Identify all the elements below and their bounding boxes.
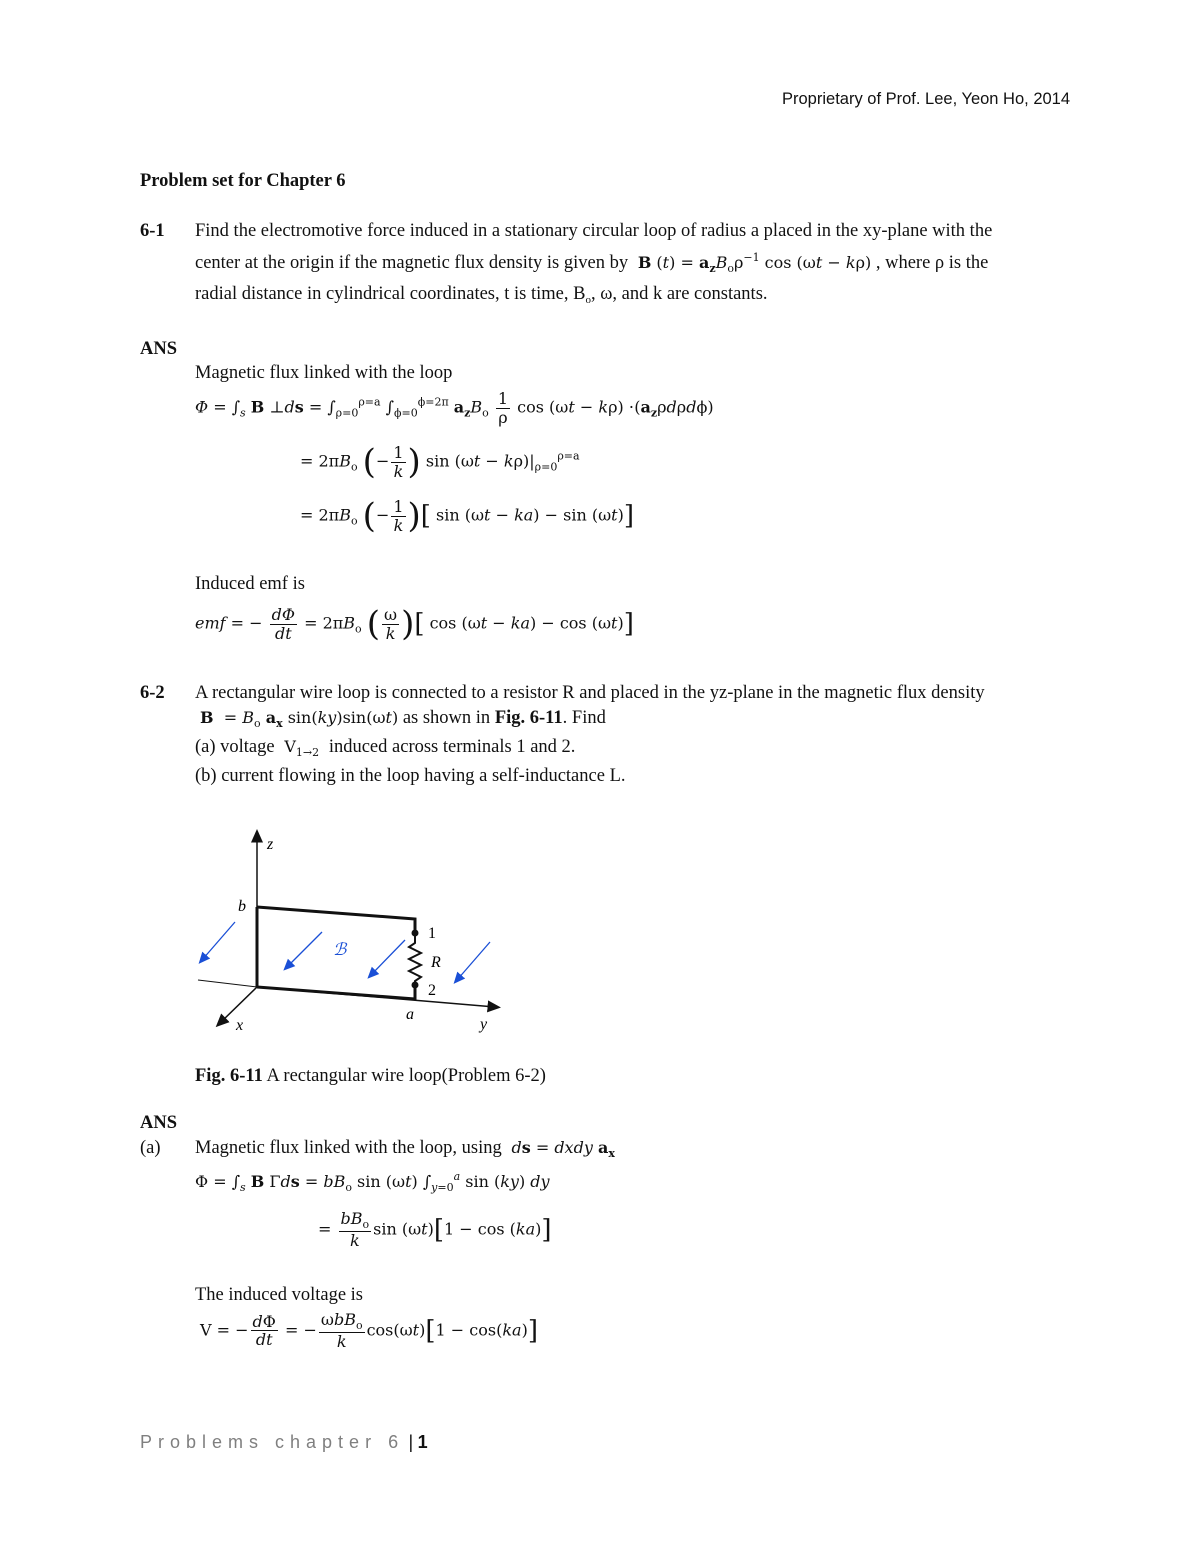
flux-label-6-2: Magnetic flux linked with the loop, using ds = dxdy $a_x$ (195, 1138, 615, 1160)
problem-6-2-B-formula: $B = B_o$ $a_x$ sin(ky)sin(ωt) (200, 708, 399, 730)
label-b: b (238, 898, 246, 915)
problem-6-1-line2a: center at the origin if the magnetic flux density is given by (195, 253, 629, 273)
footer-separator: | (408, 1432, 414, 1452)
axis-x-label: x (236, 1017, 244, 1034)
problem-6-2-a-label: (a) voltage (195, 737, 275, 757)
problem-6-1-line2b: , where ρ is the (875, 253, 989, 273)
footer-text: Problems chapter 6 (140, 1432, 405, 1452)
problem-6-2-line2b: as shown in (402, 708, 491, 728)
figure-caption (195, 1065, 546, 1087)
figure-6-11 (190, 825, 520, 1040)
label-terminal-2: 2 (428, 982, 436, 999)
flux-label-6-1: Magnetic flux linked with the loop (195, 363, 453, 383)
problem-6-1-line3: radial distance in cylindrical coordinates, t is time, $B_o$, ω, and k are constants. (195, 284, 768, 306)
ans-part-a: (a) (140, 1138, 161, 1158)
ans-label-6-2: ANS (140, 1113, 178, 1133)
flux-equation-3: = $2\pi B_o$ (− $\frac{1}{k}$ )[ sin (ωt − ka) − sin (ωt)] (300, 496, 634, 536)
resistor-symbol (409, 933, 421, 985)
problem-6-2-a-rest: induced across terminals 1 and 2. (328, 737, 576, 757)
y-axis-negative (198, 980, 257, 987)
loop-top-wire (257, 907, 415, 933)
problem-6-2-line1: A rectangular wire loop is connected to a resistor R and placed in the yz-plane in the magnetic flux density (195, 683, 985, 703)
flux-equation-2: = $2\pi B_o$ (− $\frac{1}{k}$ ) $\sin (\omega t - k\rho)|_{\rho=0}^{\rho=a}$ (300, 442, 580, 482)
flux-equation-6-2-1: $\Phi = \int_s$ B $\Gamma ds = bB_o$ sin (ωt) $\int_{y=0}^a$ sin (ky) dy (195, 1170, 550, 1194)
label-b-field: ℬ (333, 940, 347, 960)
problem-6-2-b: (b) current flowing in the loop having a self-inductance L. (195, 766, 626, 786)
flux-label-6-2-text: Magnetic flux linked with the loop, using (195, 1138, 502, 1158)
proprietary-note: Proprietary of Prof. Lee, Yeon Ho, 2014 (782, 90, 1071, 108)
figure-caption-bold: Fig. 6-11 (195, 1066, 263, 1086)
figure-caption-text: A rectangular wire loop(Problem 6-2) (262, 1066, 546, 1086)
label-terminal-1: 1 (428, 925, 436, 942)
problem-6-1-B-formula: B $(t) = a_zB_o\rho^{-1}$ cos (ωt − kρ) (637, 251, 872, 275)
label-a: a (406, 1006, 414, 1023)
problem-6-1-line2 (195, 251, 988, 275)
emf-label: Induced emf is (195, 574, 305, 594)
b-field-arrow (371, 940, 405, 975)
footer (140, 1432, 428, 1453)
problem-6-2-a: (a) voltage $V_{1\to 2}$ induced across terminals 1 and 2. (195, 737, 576, 759)
terminal-1-dot (412, 930, 419, 937)
b-field-arrow (457, 942, 490, 980)
page-title: Problem set for Chapter 6 (140, 171, 346, 191)
problem-6-2-line2 (200, 707, 606, 730)
axis-z-label: z (267, 836, 274, 853)
flux-equation-6-2-2: = $\frac{bB_o}{k}$ sin (ωt)[1 − cos (ka)] (318, 1209, 552, 1251)
fig-ref: Fig. 6-11 (494, 708, 563, 728)
flux-equation-1: $\Phi = \int_s$ B ⊥ds = $\int_{\rho=0}^{\rho=a}$ $\int_{\phi=0}^{\phi=2\pi}$ $a_zB_o$ $\frac{1}{\rho}$ $\cos (\omega t - k\rho) \cdot(a_z\rho d\rho d\phi)$ (195, 389, 714, 427)
loop-bottom-wire (257, 985, 415, 999)
problem-number-6-1: 6-1 (140, 221, 165, 241)
voltage-label: The induced voltage is (195, 1285, 363, 1305)
problem-6-1-line1: Find the electromotive force induced in a stationary circular loop of radius a placed in the xy-plane with the (195, 221, 993, 241)
page-number: 1 (417, 1432, 428, 1452)
emf-equation: emf = − $\frac{d\Phi}{dt}$ = $2\pi B_o$ ( $\frac{\omega}{k}$ )[ cos (ωt − ka) − cos (ωt)] (195, 604, 634, 644)
b-field-arrow (202, 922, 235, 960)
b-field-arrow (287, 932, 322, 967)
voltage-equation: V = − $\frac{d\Phi}{dt}$ = − $\frac{\omega bB_o}{k}$ cos(ωt)[1 − cos(ka)] (200, 1310, 538, 1352)
ans-label-6-1: ANS (140, 339, 178, 359)
label-resistor: R (431, 954, 441, 971)
problem-6-1-line3b: , ω, and k are constants. (590, 284, 768, 304)
problem-number-6-2: 6-2 (140, 683, 165, 703)
problem-6-1-line3a: radial distance in cylindrical coordinates, t is time, B (195, 284, 586, 304)
find-text: . Find (562, 708, 606, 728)
terminal-2-dot (412, 982, 419, 989)
axis-y-label: y (480, 1016, 488, 1033)
